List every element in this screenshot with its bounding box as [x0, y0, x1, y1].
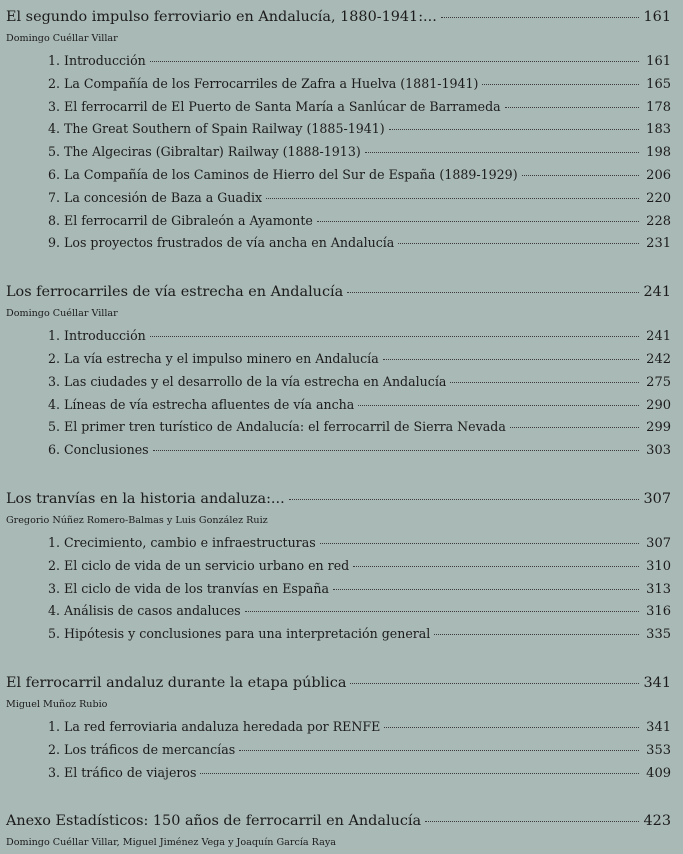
chapter-author: Gregorio Núñez Romero-Balmas y Luis González Ruiz [6, 514, 268, 526]
section-line[interactable] [6, 348, 671, 371]
section-page: 353 [646, 742, 671, 758]
dot-leader [245, 611, 639, 612]
section-title: 2. La vía estrecha y el impulso minero en Andalucía [48, 350, 379, 366]
dot-leader [350, 683, 639, 684]
section-line[interactable] [6, 50, 671, 73]
dot-leader [153, 450, 639, 451]
section-line[interactable] [6, 555, 671, 578]
section-title: 3. El ferrocarril de El Puerto de Santa María a Sanlúcar de Barrameda [48, 98, 501, 114]
chapter-title: El segundo impulso ferroviario en Andalucía, 1880-1941:... [6, 9, 437, 25]
chapter [6, 486, 671, 646]
dot-leader [389, 129, 639, 130]
section-line[interactable] [6, 439, 671, 462]
section-line[interactable] [6, 532, 671, 555]
dot-leader [320, 543, 639, 544]
dot-leader [358, 405, 639, 406]
section-title: 4. Líneas de vía estrecha afluentes de vía ancha [48, 396, 355, 412]
section-title: 8. El ferrocarril de Gibraleón a Ayamonte [48, 212, 313, 228]
section-page: 198 [646, 145, 671, 161]
section-title: 3. El ciclo de vida de los tranvías en España [48, 580, 330, 596]
section-page: 241 [646, 329, 671, 345]
spacer [6, 646, 671, 670]
chapter-title: El ferrocarril andaluz durante la etapa pública [6, 674, 347, 691]
section-page: 183 [646, 122, 671, 138]
section-page: 165 [646, 76, 671, 92]
chapter-author: Domingo Cuéllar Villar [6, 308, 118, 320]
section-title: 9. Los proyectos frustrados de vía ancha en Andalucía [48, 235, 395, 251]
section-title: 1. Crecimiento, cambio e infraestructuras [48, 534, 316, 550]
chapter-page: 341 [643, 674, 671, 691]
section-title: 1. Introducción [48, 53, 146, 68]
chapter-author: Domingo Cuéllar Villar, Miguel Jiménez Vega y Joaquín García Raya [6, 837, 336, 849]
chapter-title-line[interactable] [6, 279, 671, 305]
section-page: 299 [646, 420, 671, 436]
chapter-title: Anexo Estadísticos: 150 años de ferrocarril en Andalucía [6, 813, 422, 830]
dot-leader [200, 773, 639, 774]
section-line[interactable] [6, 578, 671, 601]
spacer [6, 784, 671, 808]
section-title: 4. Análisis de casos andaluces [48, 603, 241, 619]
section-page: 341 [646, 719, 671, 735]
dot-leader [289, 499, 639, 500]
chapter-title-line[interactable] [6, 4, 671, 30]
dot-leader [398, 243, 639, 244]
dot-leader [450, 382, 639, 383]
section-page: 220 [646, 190, 671, 206]
dot-leader [239, 750, 639, 751]
section-page: 242 [646, 351, 671, 367]
section-line[interactable] [6, 187, 671, 210]
chapter-page: 423 [643, 813, 671, 830]
section-title: 1. Introducción [48, 328, 146, 344]
section-page: 310 [646, 558, 671, 574]
section-line[interactable] [6, 716, 671, 739]
section-title: 5. Hipótesis y conclusiones para una interpretación general [48, 626, 431, 642]
section-line[interactable] [6, 416, 671, 439]
dot-leader [510, 427, 639, 428]
section-line[interactable] [6, 739, 671, 762]
section-line[interactable] [6, 141, 671, 164]
section-title: 5. The Algeciras (Gibraltar) Railway (1888-1913) [48, 144, 361, 160]
dot-leader [317, 221, 639, 222]
section-page: 290 [646, 397, 671, 413]
section-page: 335 [646, 627, 671, 643]
section-line[interactable] [6, 623, 671, 646]
section-page: 303 [646, 443, 671, 459]
spacer [6, 462, 671, 486]
section-page: 178 [646, 99, 671, 115]
dot-leader [482, 84, 639, 85]
section-title: 2. La Compañía de los Ferrocarriles de Zafra a Huelva (1881-1941) [48, 75, 479, 91]
section-line[interactable] [6, 394, 671, 417]
section-title: 3. El tráfico de viajeros [48, 764, 197, 780]
spacer [6, 255, 671, 279]
dot-leader [150, 336, 639, 337]
section-line[interactable] [6, 762, 671, 785]
chapter-title: Los ferrocarriles de vía estrecha en Andalucía [6, 284, 344, 301]
dot-leader [383, 359, 639, 360]
section-title: 7. La concesión de Baza a Guadix [48, 189, 263, 205]
chapter-title: Los tranvías en la historia andaluza:... [6, 490, 285, 507]
dot-leader [365, 152, 639, 153]
dot-leader [266, 198, 639, 199]
section-title: 2. Los tráficos de mercancías [48, 741, 236, 757]
chapter-page: 241 [643, 284, 671, 301]
section-page: 231 [646, 236, 671, 252]
dot-leader [434, 634, 639, 635]
section-page: 206 [646, 167, 671, 183]
section-title: 4. The Great Southern of Spain Railway (1885-1941) [48, 121, 385, 137]
section-title: 6. Conclusiones [48, 442, 149, 458]
section-title: 3. Las ciudades y el desarrollo de la vía estrecha en Andalucía [48, 373, 447, 389]
section-line[interactable] [6, 325, 671, 348]
section-line[interactable] [6, 164, 671, 187]
section-page: 316 [646, 604, 671, 620]
section-page: 409 [646, 765, 671, 781]
dot-leader [522, 175, 639, 176]
section-title: 5. El primer tren turístico de Andalucía: el ferrocarril de Sierra Nevada [48, 419, 506, 435]
section-line[interactable] [6, 118, 671, 141]
chapter-title-line[interactable] [6, 670, 671, 696]
section-page: 307 [646, 535, 671, 551]
chapter-author: Domingo Cuéllar Villar [6, 33, 118, 44]
section-line[interactable] [6, 371, 671, 394]
chapter-page: 161 [643, 9, 671, 25]
section-page: 228 [646, 213, 671, 229]
chapter-title-line[interactable] [6, 808, 671, 834]
section-line[interactable] [6, 210, 671, 233]
section-line[interactable] [6, 600, 671, 623]
section-line[interactable] [6, 96, 671, 119]
chapter [6, 808, 671, 854]
chapter-page: 307 [643, 490, 671, 507]
dot-leader [347, 292, 639, 293]
section-page: 161 [646, 54, 671, 69]
section-title: 1. La red ferroviaria andaluza heredada por RENFE [48, 718, 381, 734]
dot-leader [425, 821, 639, 822]
dot-leader [441, 17, 639, 18]
chapter [6, 4, 671, 255]
dot-leader [353, 566, 639, 567]
section-line[interactable] [6, 73, 671, 96]
chapter [6, 670, 671, 784]
dot-leader [150, 61, 639, 62]
chapter-author: Miguel Muñoz Rubio [6, 698, 108, 710]
dot-leader [505, 107, 639, 108]
section-line[interactable] [6, 232, 671, 255]
section-page: 313 [646, 581, 671, 597]
section-page: 275 [646, 374, 671, 390]
chapter-title-line[interactable] [6, 486, 671, 512]
dot-leader [333, 589, 639, 590]
dot-leader [384, 727, 639, 728]
section-title: 6. La Compañía de los Caminos de Hierro del Sur de España (1889-1929) [48, 166, 518, 182]
section-title: 2. El ciclo de vida de un servicio urbano en red [48, 557, 350, 573]
chapter [6, 279, 671, 462]
